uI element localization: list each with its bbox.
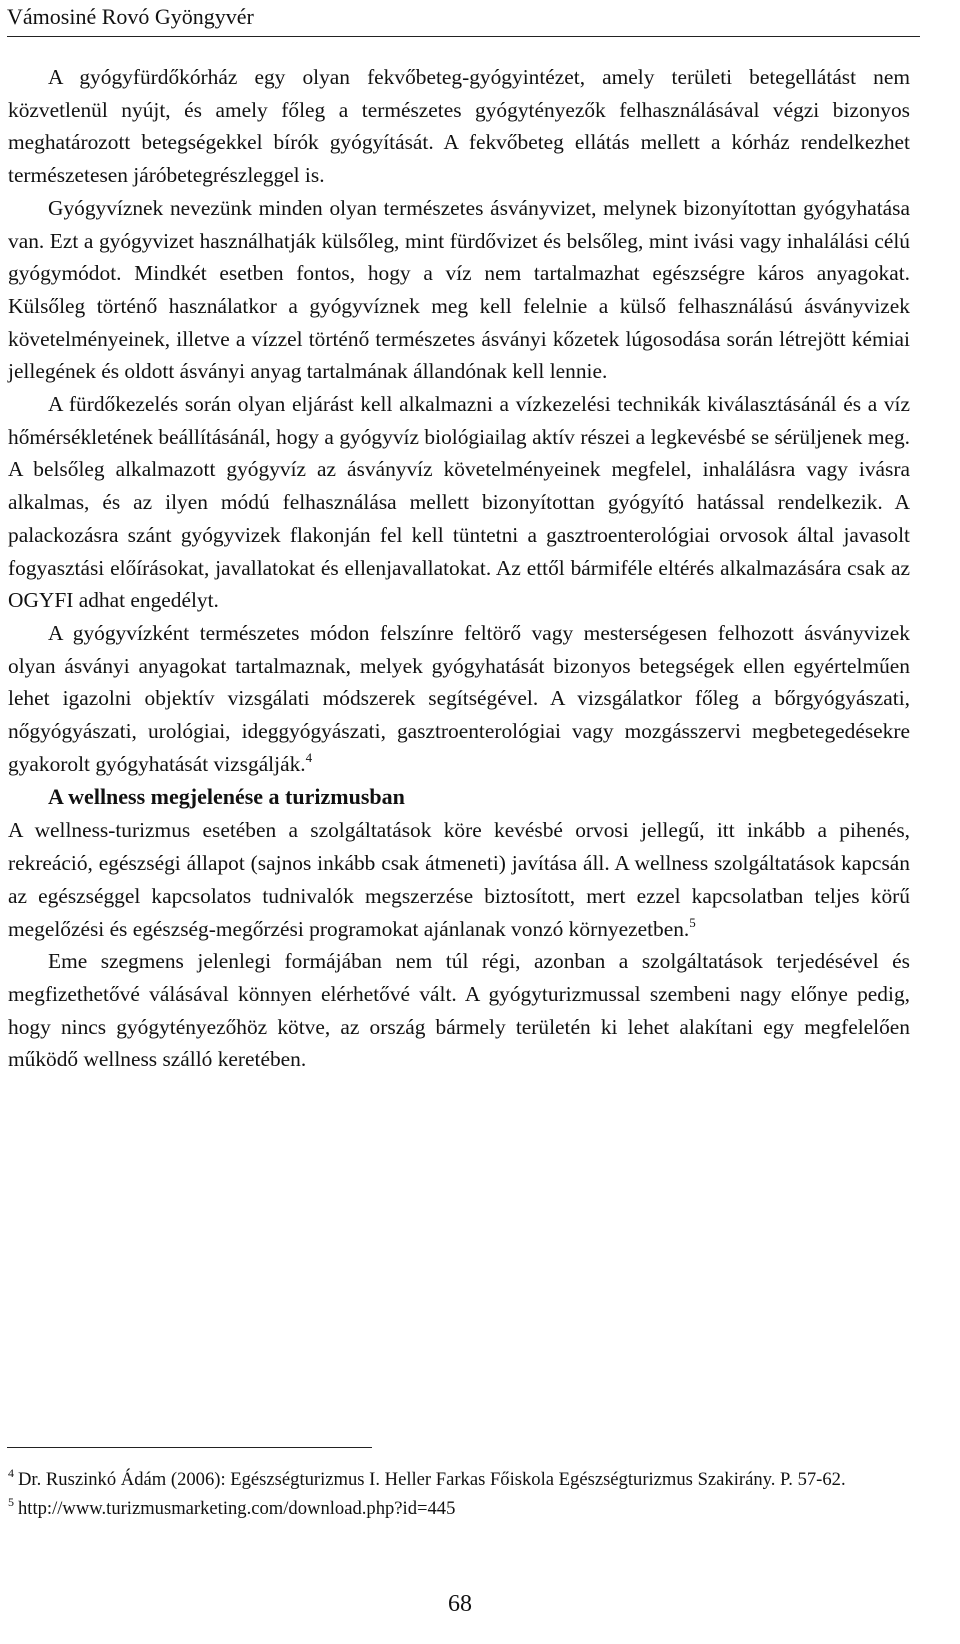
paragraph-furdokezeles: A fürdőkezelés során olyan eljárást kell alkalmazni a vízkezelési technikák kiválasztásánál és a víz hőmérsékletének beállításánál, hogy a gyógyvíz biológiailag aktív részei a legkevésbé se sérüljenek meg. A belsőleg alkalmazott gyógyvíz az ásványvíz követelményeinek megfelel, inhalálásra vagy ivásra alkalmas, és az ilyen módú felhasználása mellett bizonyítottan gyógyító hatással rendelkezik. A palackozásra szánt gyógyvizek flakonján fel kell tüntetni a gasztroenterológiai orvosok által javasolt fogyasztási előírásokat, javallatokat és ellenjavallatokat. Az ettől bármiféle eltérés alkalmazására csak az OGYFI adhat engedélyt. (8, 392, 910, 613)
running-header (7, 0, 920, 37)
footnote-mark: 4 (8, 1466, 14, 1480)
section-heading: A wellness megjelenése a turizmusban (48, 784, 405, 810)
paragraph-asvanyvizek (8, 617, 910, 781)
paragraph-szegmens: Eme szegmens jelenlegi formájában nem túl régi, azonban a szolgáltatások terjedésével és megfizethetővé válásával könnyen elérhetővé vált. A gyógyturizmussal szembeni nagy előnye pedig, hogy nincs gyógytényezőhöz kötve, az ország bármely területén ki lehet alakítani egy megfelelően működő wellness szálló keretében. (8, 949, 910, 1072)
paragraph-gyogyfurdokorhaz: A gyógyfürdőkórház egy olyan fekvőbeteg-gyógyintézet, amely területi betegellátást nem közvetlenül nyújt, és amely főleg a természetes gyógytényezők felhasználásával végzi bizonyos meghatározott betegségekkel bírók gyógyítását. A fekvőbeteg ellátás mellett a kórház rendelkezhet természetesen járóbetegrészleggel is. (8, 65, 910, 188)
paragraph-wellness-turizmus (8, 814, 910, 945)
footnote-ref-4[interactable]: 4 (305, 749, 313, 765)
paragraph-gyogyviz: Gyógyvíznek nevezünk minden olyan természetes ásványvizet, melynek bizonyítottan gyógyhatása van. Ezt a gyógyvizet használhatják külsőleg, mint fürdővizet és belsőleg, mint ivási vagy inhalálási célú gyógymódot. Mindkét esetben fontos, hogy a víz nem tartalmazhat egészségre káros anyagokat. Külsőleg történő használatkor a gyógyvíznek meg kell felelnie a külső felhasználású ásványvizek követelményeinek, illetve a vízzel történő természetes ásványi kőzetek lúgosodása során létrejött kémiai jellegének és oldott ásványi anyag tartalmának állandónak kell lennie. (8, 195, 910, 384)
footnotes (8, 1466, 910, 1524)
footnote-5 (8, 1495, 910, 1522)
footnote-4 (8, 1466, 910, 1493)
footnote-ref-5[interactable]: 5 (689, 914, 696, 930)
footnote-divider (7, 1447, 372, 1448)
footnote-mark: 5 (8, 1495, 14, 1509)
page-number: 68 (448, 1591, 472, 1617)
paragraph-wellness-turizmus-text: A wellness-turizmus esetében a szolgáltatások köre kevésbé orvosi jellegű, itt inkább a pihenés, rekreáció, egészségi állapot (sajnos inkább csak átmeneti) javítása áll. A wellness szolgáltatások kapcsán az egészséggel kapcsolatos tudnivalók megszerzése biztosított, mert ezzel kapcsolatban teljes körű megelőzési és egészség-megőrzési programokat ajánlanak vonzó környezetben. (8, 818, 910, 941)
body-text (8, 61, 910, 1076)
paragraph-asvanyvizek-text: A gyógyvízként természetes módon felszínre feltörő vagy mesterségesen felhozott ásványvizek olyan ásványi anyagokat tartalmaznak, melyek gyógyhatását bizonyos betegségek ellen egyértelműen lehet igazolni objektív vizsgálati módszerek segítségével. A vizsgálatkor főleg a bőrgyógyászati, nőgyógyászati, urológiai, ideggyógyászati, gasztroenterológiai vagy mozgásszervi megbetegedésekre gyakorolt gyógyhatását vizsgálják. (8, 620, 910, 776)
footnote-link[interactable]: http://www.turizmusmarketing.com/download.php?id=445 (18, 1498, 456, 1519)
footnote-text: Dr. Ruszinkó Ádám (2006): Egészségturizmus I. Heller Farkas Főiskola Egészségturizmus Szakirány. P. 57-62. (18, 1469, 846, 1490)
header-author: Vámosiné Rovó Gyöngyvér (7, 4, 254, 29)
